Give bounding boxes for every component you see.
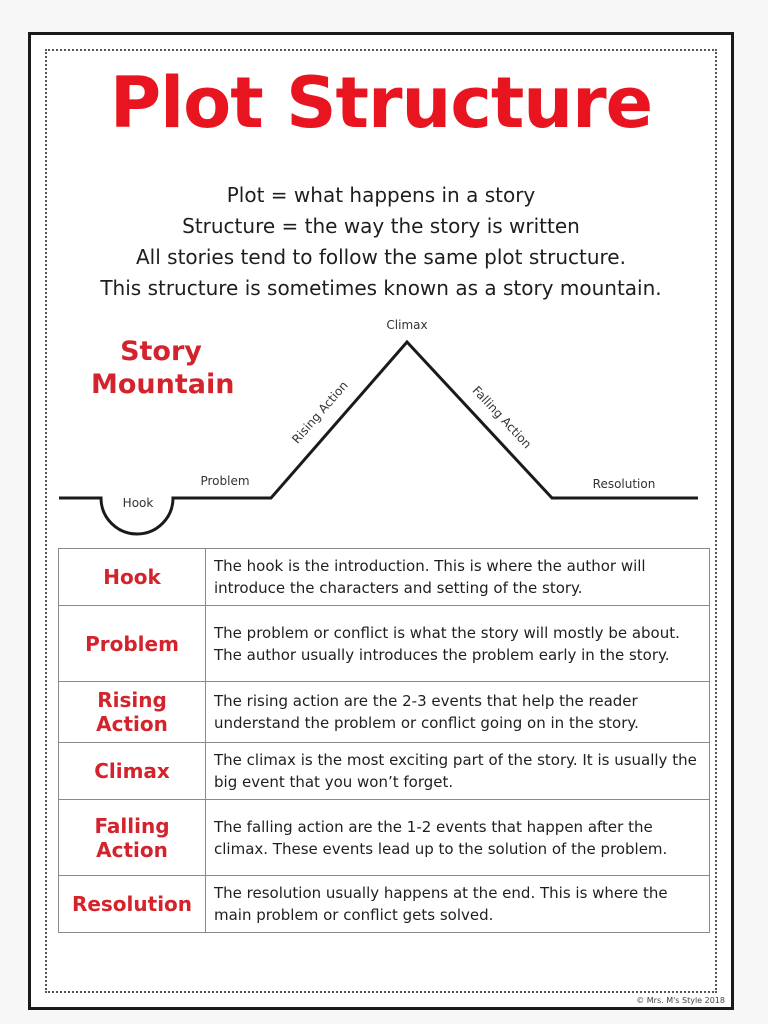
term-rising-action: Rising Action (59, 682, 206, 743)
table-row (59, 549, 710, 606)
table-row (59, 606, 710, 682)
label-problem: Problem (200, 474, 250, 488)
story-mountain-title-line2: Mountain (91, 369, 235, 400)
table-row (59, 876, 710, 933)
description-rising-action: The rising action are the 2-3 events that help the reader understand the problem or conflict going on in the story. (206, 682, 710, 743)
page-title: Plot Structure (109, 62, 653, 144)
table-row (59, 682, 710, 743)
description-hook: The hook is the introduction. This is where the author will introduce the characters and setting of the story. (206, 549, 710, 606)
mountain-line (59, 342, 698, 534)
term-hook: Hook (59, 549, 206, 606)
story-mountain-title-line1: Story (120, 336, 202, 367)
intro-line-structure: Structure = the way the story is written (182, 214, 580, 238)
intro-line-same: All stories tend to follow the same plot structure. (136, 245, 626, 269)
term-falling-action: Falling Action (59, 800, 206, 876)
plot-table (58, 548, 710, 933)
term-climax: Climax (59, 743, 206, 800)
term-problem: Problem (59, 606, 206, 682)
label-hook: Hook (122, 496, 154, 510)
label-rising-action: Rising Action (289, 378, 351, 447)
intro-line-mountain: This structure is sometimes known as a story mountain. (100, 276, 662, 300)
description-resolution: The resolution usually happens at the end. This is where the main problem or conflict gets solved. (206, 876, 710, 933)
description-climax: The climax is the most exciting part of the story. It is usually the big event that you won’t forget. (206, 743, 710, 800)
table-row (59, 743, 710, 800)
description-problem: The problem or conflict is what the story will mostly be about. The author usually introduces the problem early in the story. (206, 606, 710, 682)
story-mountain-diagram (31, 35, 731, 550)
description-falling-action: The falling action are the 1-2 events that happen after the climax. These events lead up to the solution of the problem. (206, 800, 710, 876)
table-row (59, 800, 710, 876)
label-resolution: Resolution (592, 477, 656, 491)
intro-line-plot: Plot = what happens in a story (226, 183, 536, 207)
term-resolution: Resolution (59, 876, 206, 933)
label-falling-action: Falling Action (469, 383, 535, 452)
label-climax: Climax (386, 318, 428, 332)
copyright-text: © Mrs. M's Style 2018 (636, 996, 725, 1005)
poster (28, 32, 734, 1010)
